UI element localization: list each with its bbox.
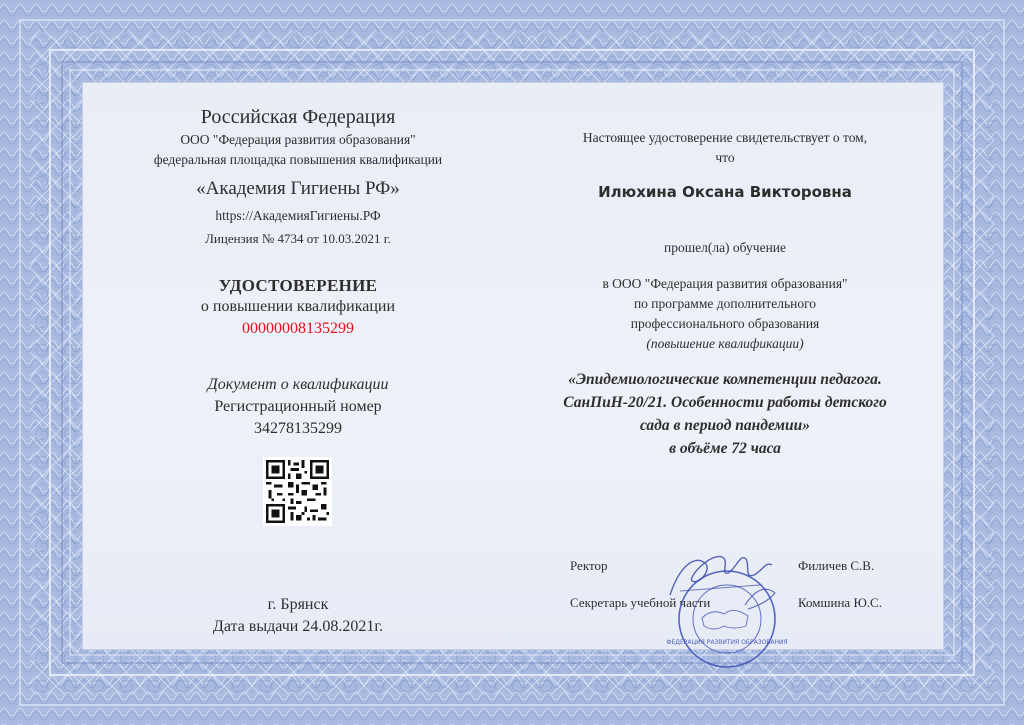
registration-number: 34278135299: [254, 420, 342, 437]
country-name: Российская Федерация: [200, 106, 396, 128]
program-type: (повышение квалификации): [646, 336, 804, 351]
issue-city: г. Брянск: [267, 596, 329, 613]
certifies-line-1: Настоящее удостоверение свидетельствует о том,: [582, 130, 868, 145]
certifies-line-2: что: [715, 150, 735, 165]
organization-line-3: профессионального образования: [630, 316, 820, 331]
student-name: Илюхина Оксана Викторовна: [598, 183, 852, 201]
program-organization: [520, 274, 930, 354]
organization-line-1: в ООО "Федерация развития образования": [602, 276, 848, 291]
rector-name: Филичев С.В.: [798, 558, 875, 573]
registration-label: Регистрационный номер: [214, 398, 382, 415]
document-title: УДОСТОВЕРЕНИЕ: [218, 276, 378, 295]
secretary-name: Комшина Ю.С.: [798, 595, 882, 610]
stamp-text-line-1: ФЕДЕРАЦИЯ РАЗВИТИЯ ОБРАЗОВАНИЯ: [666, 639, 788, 646]
course-hours: в объёме 72 часа: [669, 440, 781, 457]
document-subtitle: о повышении квалификации: [200, 298, 396, 315]
certificate-body: [520, 128, 930, 460]
academy-name: «Академия Гигиены РФ»: [196, 178, 400, 199]
course-title-line-1: «Эпидемиологические компетенции педагога.: [568, 371, 882, 388]
platform-description: федеральная площадка повышения квалификации: [153, 152, 443, 167]
course-title-line-3: сада в период пандемии»: [639, 417, 811, 434]
issue-info: [100, 594, 496, 638]
secretary-label: Секретарь учебной части: [570, 595, 711, 610]
course-title-line-2: СанПиН-20/21. Особенности работы детского: [563, 394, 887, 411]
signatures-block: [560, 550, 920, 660]
organization-line-2: по программе дополнительного: [633, 296, 817, 311]
completed-text: прошел(ла) обучение: [663, 240, 787, 255]
issue-date: Дата выдачи 24.08.2021г.: [212, 618, 384, 635]
rector-label: Ректор: [570, 558, 608, 573]
qr-code[interactable]: [263, 457, 332, 526]
issuer-column: [100, 98, 496, 440]
website-link[interactable]: https://АкадемияГигиены.РФ: [215, 208, 381, 223]
document-number: 00000008135299: [242, 320, 354, 337]
organization-name: ООО "Федерация развития образования": [180, 132, 416, 147]
document-type: Документ о квалификации: [207, 376, 389, 393]
course-title: [520, 368, 930, 460]
license-info: Лицензия № 4734 от 10.03.2021 г.: [205, 231, 391, 246]
